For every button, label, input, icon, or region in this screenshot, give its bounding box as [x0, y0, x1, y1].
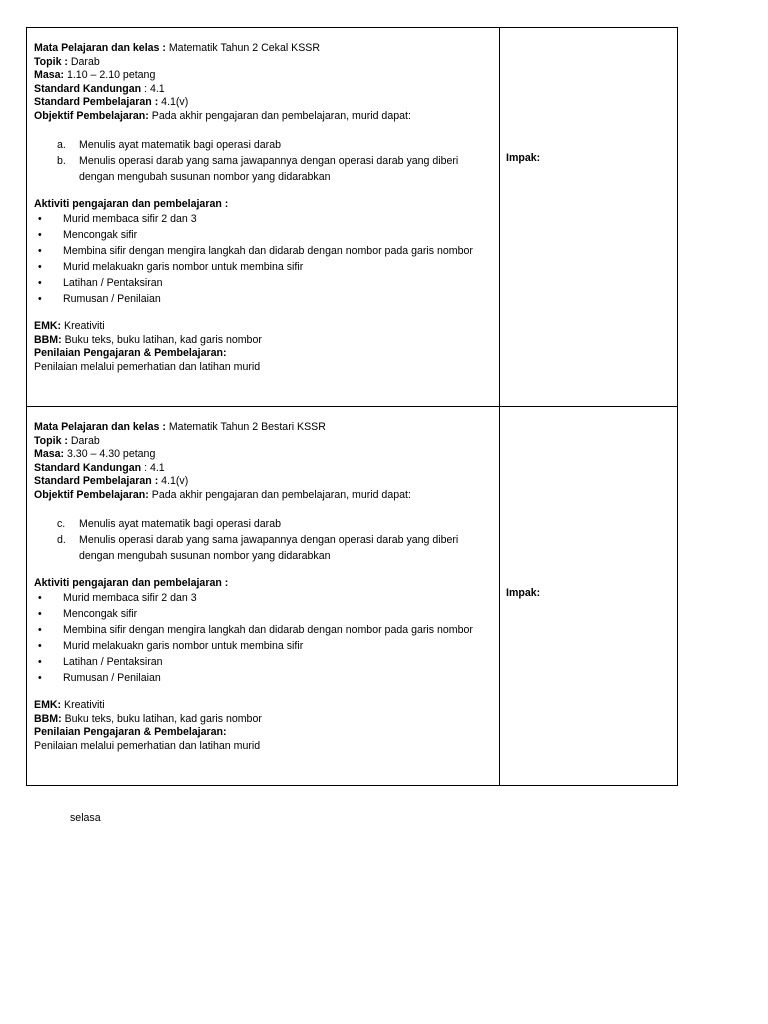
activity-item: • Latihan / Pentaksiran	[38, 277, 163, 290]
bullet-icon: •	[38, 656, 42, 669]
activity-item: • Membina sifir dengan mengira langkah dan didarab dengan nombor pada garis nombor	[38, 624, 473, 637]
activity-item: • Mencongak sifir	[38, 608, 138, 621]
lesson-plan-table	[26, 27, 678, 786]
learning-standard-line: Standard Pembelajaran : 4.1(v)	[34, 475, 189, 488]
objective-line: Objektif Pembelajaran: Pada akhir pengajaran dan pembelajaran, murid dapat:	[34, 488, 411, 501]
topic-line: Topik : Darab	[34, 434, 100, 447]
bullet-icon: •	[38, 213, 42, 226]
objective-item: b. Menulis operasi darab yang sama jawapannya dengan operasi darab yang diberi dengan mengubah susunan nombor yang didarabkan	[57, 154, 459, 183]
objective-list	[34, 137, 491, 185]
lesson-details-cell	[27, 28, 500, 407]
bullet-icon: •	[38, 293, 42, 306]
subject-line: Mata Pelajaran dan kelas : Matematik Tahun 2 Cekal KSSR	[34, 42, 320, 54]
lesson-row	[27, 407, 678, 786]
emk-line: EMK: Kreativiti	[34, 320, 105, 333]
activities-heading: Aktiviti pengajaran dan pembelajaran :	[34, 197, 229, 210]
emk-line: EMK: Kreativiti	[34, 699, 105, 712]
bullet-icon: •	[38, 640, 42, 653]
bullet-icon: •	[38, 261, 42, 274]
bullet-icon: •	[38, 277, 42, 290]
topic-line: Topik : Darab	[34, 55, 100, 68]
activity-item: • Rumusan / Penilaian	[38, 293, 161, 306]
assessment-text: Penilaian melalui pemerhatian dan latihan murid	[34, 360, 261, 373]
bbm-line: BBM: Buku teks, buku latihan, kad garis nombor	[34, 333, 262, 346]
activity-item: • Latihan / Pentaksiran	[38, 656, 163, 669]
activities-heading: Aktiviti pengajaran dan pembelajaran :	[34, 576, 229, 589]
assessment-heading: Penilaian Pengajaran & Pembelajaran:	[34, 347, 227, 360]
subject-line: Mata Pelajaran dan kelas : Matematik Tahun 2 Bestari KSSR	[34, 421, 326, 433]
impak-label: Impak:	[506, 587, 541, 599]
activity-list	[34, 590, 491, 686]
bullet-icon: •	[38, 624, 42, 637]
activity-item: • Rumusan / Penilaian	[38, 672, 161, 685]
assessment-text: Penilaian melalui pemerhatian dan latihan murid	[34, 739, 261, 752]
bullet-icon: •	[38, 672, 42, 685]
bbm-line: BBM: Buku teks, buku latihan, kad garis nombor	[34, 712, 262, 725]
activity-item: • Murid membaca sifir 2 dan 3	[38, 592, 197, 605]
learning-standard-line: Standard Pembelajaran : 4.1(v)	[34, 96, 189, 109]
bullet-icon: •	[38, 229, 42, 242]
activity-item: • Membina sifir dengan mengira langkah dan didarab dengan nombor pada garis nombor	[38, 245, 473, 258]
objective-item: a. Menulis ayat matematik bagi operasi darab	[57, 138, 281, 151]
objective-list	[34, 516, 491, 564]
impak-cell	[500, 28, 678, 407]
lesson-row	[27, 28, 678, 407]
assessment-heading: Penilaian Pengajaran & Pembelajaran:	[34, 726, 227, 739]
objective-item: c. Menulis ayat matematik bagi operasi darab	[57, 517, 281, 530]
activity-item: • Murid melakuakn garis nombor untuk membina sifir	[38, 640, 304, 653]
activity-item: • Mencongak sifir	[38, 229, 138, 242]
activity-item: • Murid membaca sifir 2 dan 3	[38, 213, 197, 226]
footer-note: selasa	[70, 812, 101, 824]
time-line: Masa: 1.10 – 2.10 petang	[34, 69, 156, 82]
bullet-icon: •	[38, 608, 42, 621]
objective-line: Objektif Pembelajaran: Pada akhir pengajaran dan pembelajaran, murid dapat:	[34, 109, 411, 122]
activity-list	[34, 211, 491, 307]
activity-item: • Murid melakuakn garis nombor untuk membina sifir	[38, 261, 304, 274]
impak-label: Impak:	[506, 152, 541, 164]
content-standard-line: Standard Kandungan : 4.1	[34, 461, 165, 474]
time-line: Masa: 3.30 – 4.30 petang	[34, 448, 156, 461]
bullet-icon: •	[38, 592, 42, 605]
objective-item: d. Menulis operasi darab yang sama jawapannya dengan operasi darab yang diberi dengan mengubah susunan nombor yang didarabkan	[57, 533, 459, 562]
bullet-icon: •	[38, 245, 42, 258]
lesson-details-cell	[27, 407, 500, 786]
content-standard-line: Standard Kandungan : 4.1	[34, 82, 165, 95]
impak-cell	[500, 407, 678, 786]
